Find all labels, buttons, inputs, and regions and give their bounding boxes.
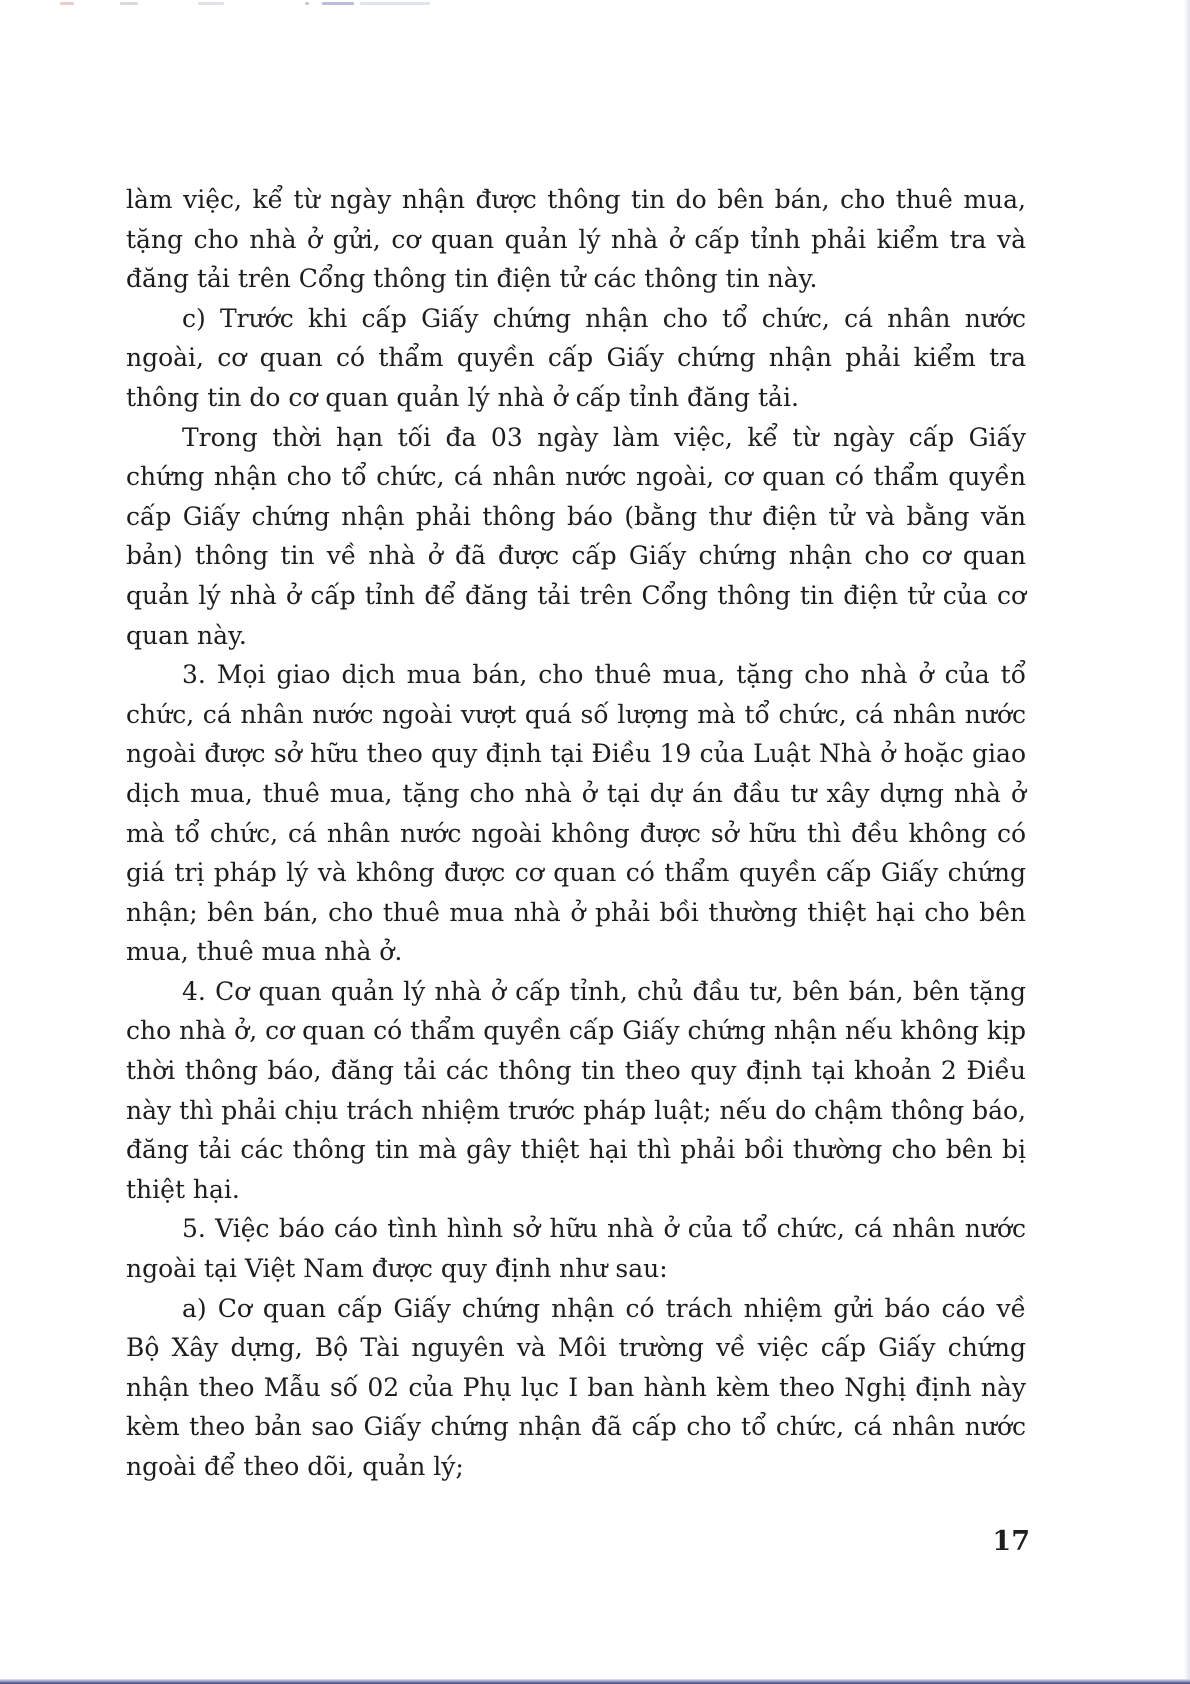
paragraph-point-c: c) Trước khi cấp Giấy chứng nhận cho tổ chức, cá nhân nước ngoài, cơ quan có thẩm quyền cấp Giấy chứng nhận phải kiểm tra thông tin do cơ quan quản lý nhà ở cấp tỉnh đăng tải. (126, 303, 1026, 412)
scan-right-edge (1184, 0, 1190, 1684)
paragraph-point-a: a) Cơ quan cấp Giấy chứng nhận có trách nhiệm gửi báo cáo về Bộ Xây dựng, Bộ Tài nguyên và Môi trường về việc cấp Giấy chứng nhận theo Mẫu số 02 của Phụ lục I ban hành kèm theo Nghị định này kèm theo bản sao Giấy chứng nhận đã cấp cho tổ chức, cá nhân nước ngoài để theo dõi, quản lý; (126, 1293, 1026, 1481)
paragraph-clause-4: 4. Cơ quan quản lý nhà ở cấp tỉnh, chủ đầu tư, bên bán, bên tặng cho nhà ở, cơ quan có thẩm quyền cấp Giấy chứng nhận nếu không kịp thời thông báo, đăng tải các thông tin theo quy định tại khoản 2 Điều này thì phải chịu trách nhiệm trước pháp luật; nếu do chậm thông báo, đăng tải các thông tin mà gây thiệt hại thì phải bồi thường cho bên bị thiệt hại. (126, 976, 1026, 1204)
paragraph-notification-deadline: Trong thời hạn tối đa 03 ngày làm việc, kể từ ngày cấp Giấy chứng nhận cho tổ chức, cá nhân nước ngoài, cơ quan có thẩm quyền cấp Giấy chứng nhận phải thông báo (bằng thư điện tử và bằng văn bản) thông tin về nhà ở đã được cấp Giấy chứng nhận cho cơ quan quản lý nhà ở cấp tỉnh để đăng tải trên Cổng thông tin điện tử của cơ quan này. (126, 422, 1026, 650)
body-text (126, 180, 1026, 1487)
page-number: 17 (992, 1526, 1030, 1557)
paragraph-continuation: làm việc, kể từ ngày nhận được thông tin do bên bán, cho thuê mua, tặng cho nhà ở gửi, cơ quan quản lý nhà ở cấp tỉnh phải kiểm tra và đăng tải trên Cổng thông tin điện tử các thông tin này. (126, 185, 1026, 294)
scan-bottom-edge (0, 1679, 1190, 1684)
paragraph-clause-3: 3. Mọi giao dịch mua bán, cho thuê mua, tặng cho nhà ở của tổ chức, cá nhân nước ngoài vượt quá số lượng mà tổ chức, cá nhân nước ngoài được sở hữu theo quy định tại Điều 19 của Luật Nhà ở hoặc giao dịch mua, thuê mua, tặng cho nhà ở tại dự án đầu tư xây dựng nhà ở mà tổ chức, cá nhân nước ngoài không được sở hữu thì đều không có giá trị pháp lý và không được cơ quan có thẩm quyền cấp Giấy chứng nhận; bên bán, cho thuê mua nhà ở phải bồi thường thiệt hại cho bên mua, thuê mua nhà ở. (126, 660, 1026, 967)
scan-top-edge (0, 0, 1190, 8)
paragraph-clause-5: 5. Việc báo cáo tình hình sở hữu nhà ở của tổ chức, cá nhân nước ngoài tại Việt Nam được quy định như sau: (126, 1214, 1026, 1284)
